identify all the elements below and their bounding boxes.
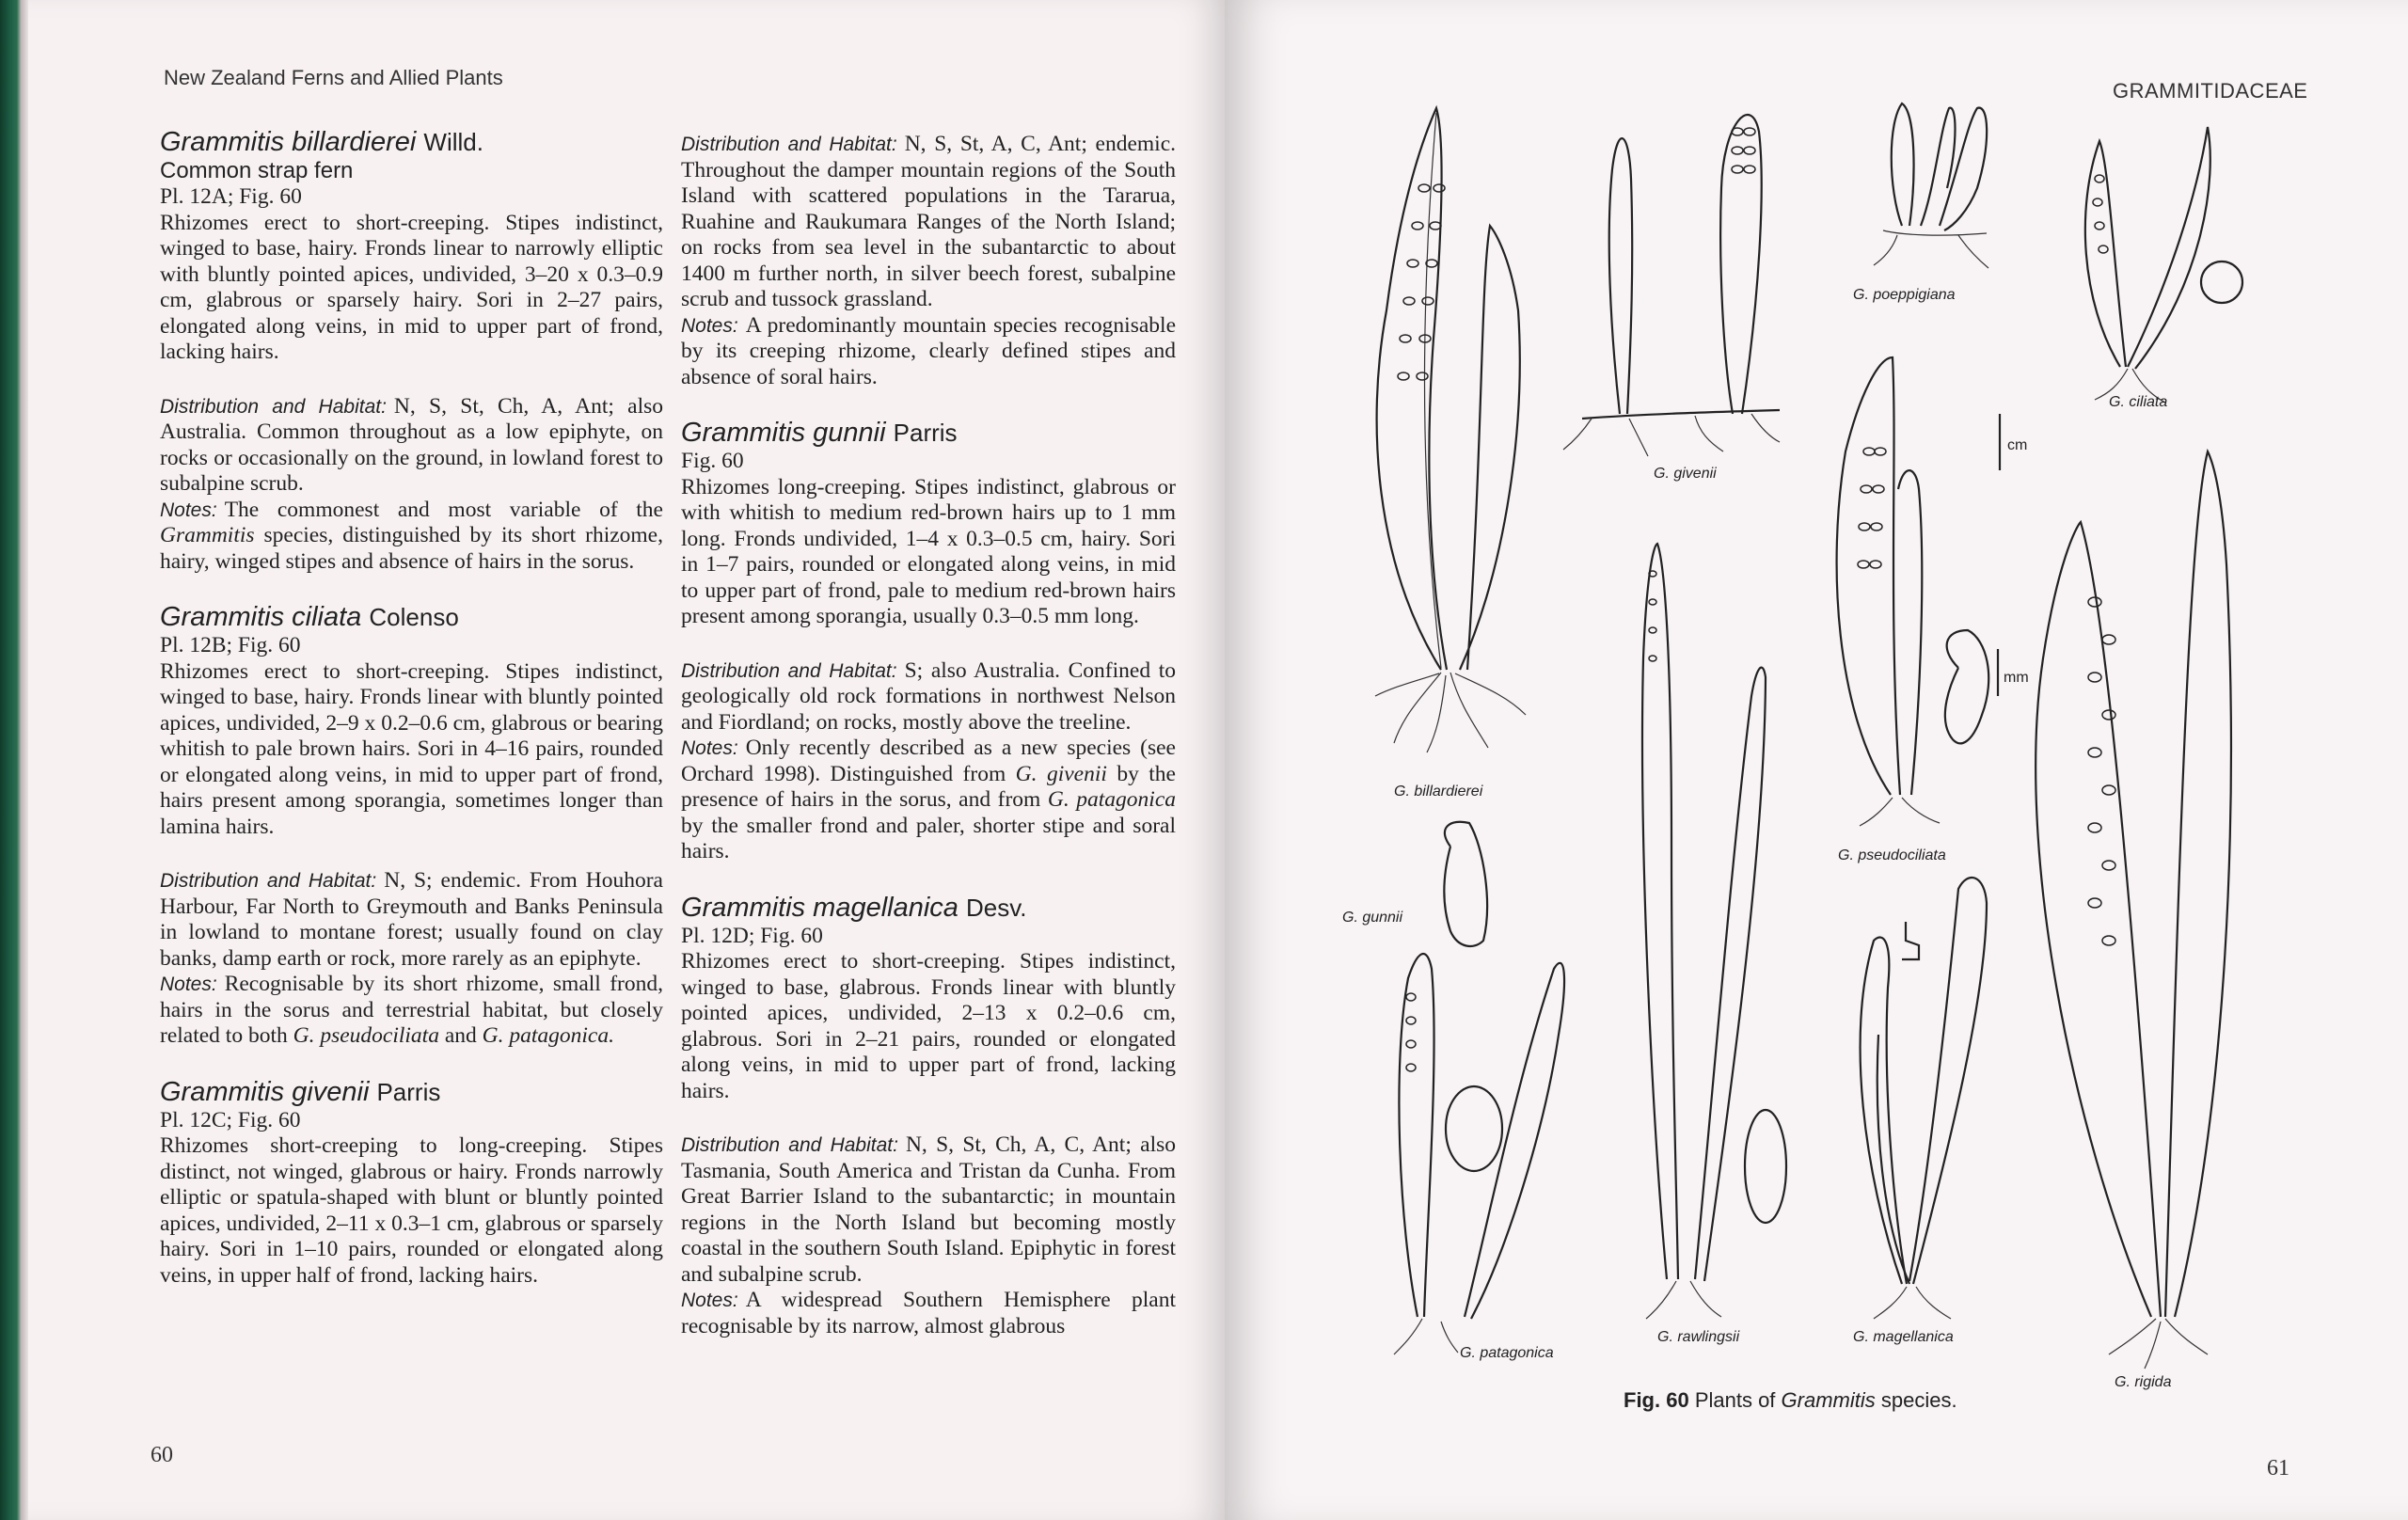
distribution-label: Distribution and Habitat: (160, 395, 387, 418)
label-ciliata: G. ciliata (2109, 394, 2168, 410)
notes-text: A predominantly mountain species recognisable by its creeping rhizome, clearly defined stipes and absence of soral hairs. (681, 312, 1176, 389)
caption-text: Plants of (1694, 1388, 1776, 1412)
distribution-label: Distribution and Habitat: (681, 1134, 898, 1156)
notes-label: Notes: (681, 1290, 738, 1311)
book-edge (0, 0, 28, 1520)
notes-italic: Grammitis (160, 523, 255, 547)
notes (681, 313, 1176, 391)
running-head-left: New Zealand Ferns and Allied Plants (164, 66, 503, 89)
species-title-billardierei (160, 126, 663, 158)
caption-text: species. (1880, 1388, 1957, 1412)
references: Pl. 12B; Fig. 60 (160, 633, 301, 657)
label-magellanica: G. magellanica (1853, 1329, 1954, 1345)
genus: Grammitis (681, 418, 806, 448)
label-poeppigiana: G. poeppigiana (1853, 287, 1956, 303)
distribution-label: Distribution and Habitat: (681, 134, 897, 155)
notes-italic: G. pseudociliata (293, 1023, 439, 1048)
distribution (681, 658, 1176, 736)
genus: Grammitis (681, 892, 806, 923)
notes-text: by the smaller frond and paler, shorter stipe and soral hairs. (681, 813, 1176, 863)
distribution-text: S; also Australia. Confined to geologically old rock formations in northwest Nelson and Fiordland; on rocks, mostly above the treeline. (681, 657, 1176, 735)
species-title-givenii (160, 1076, 663, 1108)
species-title-magellanica (681, 892, 1176, 924)
distribution-label: Distribution and Habitat: (160, 870, 377, 892)
notes (160, 498, 663, 576)
notes-italic: G. patagonica. (482, 1023, 614, 1048)
distribution (681, 132, 1176, 313)
page-number-right: 61 (2267, 1456, 2289, 1480)
label-gunnii: G. gunnii (1342, 910, 1403, 926)
epithet: billardierei (292, 127, 417, 157)
references: Fig. 60 (681, 449, 744, 473)
caption-fig-number: Fig. 60 (1624, 1388, 1689, 1412)
notes-label: Notes: (681, 314, 738, 337)
label-pseudociliata: G. pseudociliata (1838, 847, 1946, 863)
plant-poeppigiana (1874, 103, 1988, 268)
label-givenii: G. givenii (1654, 466, 1717, 482)
notes-text: Only recently described as a new species (see Orchard 1998). Distinguished from (681, 736, 1176, 786)
epithet: ciliata (292, 602, 362, 632)
label-billardierei: G. billardierei (1394, 784, 1483, 800)
plant-rawlingsii (1642, 544, 1786, 1319)
caption-italic: Grammitis (1781, 1388, 1876, 1412)
scale-mm: mm (2004, 670, 2029, 686)
distribution-text: N, S; endemic. From Houhora Harbour, Far North to Greymouth and Banks Peninsula in lowland to montane forest; usually found on clay banks, damp earth or rock, more rarely as an epiphyte. (160, 868, 663, 971)
notes-text: A widespread Southern Hemisphere plant recognisable by its narrow, almost glabrous (681, 1288, 1176, 1338)
notes-label: Notes: (681, 737, 738, 759)
genus: Grammitis (160, 1076, 285, 1107)
references: Pl. 12C; Fig. 60 (160, 1107, 301, 1132)
description: Rhizomes erect to short-creeping. Stipes indistinct, winged to base, hairy. Fronds linear to narrowly elliptic with bluntly pointed apices, undivided, 3–20 x 0.3–0.9 cm, glabrous or sparsely hairy. Sori in 2–27 pairs, elongated along veins, in mid to upper part of frond, lacking hairs. (160, 210, 663, 364)
notes-text: by the presence of hairs in the sorus, and from (681, 761, 1176, 812)
description: Rhizomes short-creeping to long-creeping. Stipes distinct, not winged, glabrous or hairy. Fronds narrowly elliptic or spatula-shaped with blunt or bluntly pointed apices, undivided, 2–11 x 0.3–1 cm, glabrous or sparsely hairy. Sori in 1–10 pairs, rounded or elongated along veins, in upper half of frond, lacking hairs. (160, 1133, 663, 1288)
notes-text: The commonest and most variable of the (224, 497, 663, 522)
plant-rigida (2036, 451, 2231, 1369)
distribution-label: Distribution and Habitat: (681, 659, 897, 682)
notes-label: Notes: (160, 499, 217, 521)
distribution (160, 868, 663, 972)
genus: Grammitis (160, 602, 285, 632)
distribution-text: N, S, St, A, C, Ant; endemic. Throughout the damper mountain regions of the South Island with scattered populations in the Tararua, Ruahine and Raukumara Ranges of the North Island; on rocks from sea level in the subantarctic to about 1400 m further north, in silver beech forest, subalpine scrub and tussock grassland. (681, 132, 1176, 311)
column-1 (160, 120, 663, 1289)
distribution (681, 1132, 1176, 1288)
right-page (1225, 0, 2408, 1520)
notes-label: Notes: (160, 974, 217, 995)
common-name: Common strap fern (160, 158, 354, 183)
notes-italic: G. givenii (1015, 761, 1107, 786)
plant-gunnii (1444, 822, 1487, 946)
notes-text: species, distinguished by its short rhizome, hairy, winged stipes and absence of hairs in the sorus. (160, 523, 663, 574)
species-title-ciliata (160, 601, 663, 633)
genus: Grammitis (160, 127, 285, 157)
page-number-left: 60 (150, 1443, 173, 1467)
running-head-right: GRAMMITIDACEAE (2113, 79, 2308, 103)
author: Colenso (369, 603, 459, 631)
author: Desv. (966, 893, 1027, 922)
notes (160, 972, 663, 1050)
fern-illustration (1225, 0, 2408, 1520)
plant-pseudociliata (1837, 357, 1989, 826)
label-patagonica: G. patagonica (1460, 1345, 1554, 1361)
scale-cm: cm (2007, 437, 2028, 453)
distribution-text: N, S, St, Ch, A, C, Ant; also Tasmania, South America and Tristan da Cunha. From Great Barrier Island to the subantarctic; in mountain regions in the North Island but becoming mostly coastal in the southern South Island. Epiphytic in forest and subalpine scrub. (681, 1132, 1176, 1287)
label-rigida: G. rigida (2115, 1374, 2172, 1390)
author: Parris (893, 419, 958, 447)
plant-ciliata (2085, 127, 2242, 403)
plant-givenii (1563, 115, 1780, 456)
references: Pl. 12D; Fig. 60 (681, 923, 823, 948)
description: Rhizomes long-creeping. Stipes indistinct, glabrous or with whitish to medium red-brown hairs up to 1 mm long. Fronds undivided, 1–4 x 0.3–0.5 cm, hairy. Sori in 1–7 pairs, rounded or elongated along veins, in mid to upper part of frond, pale to medium red-brown hairs present among sporangia, usually 0.3–0.5 mm long. (681, 474, 1176, 628)
column-2 (681, 132, 1176, 1339)
description: Rhizomes erect to short-creeping. Stipes indistinct, winged to base, glabrous. Fronds linear with bluntly pointed apices, undivided, 2–13 x 0.2–0.6 cm, glabrous. Sori in 2–21 pairs, rounded or elongated along veins, in mid to upper part of frond, lacking hairs. (681, 949, 1176, 1103)
epithet: magellanica (813, 892, 958, 923)
plant-patagonica (1394, 954, 1564, 1354)
notes-text: Recognisable by its short rhizome, small frond, hairs in the sorus and terrestrial habitat, but closely related to both (160, 972, 663, 1048)
figure-caption (1624, 1388, 1957, 1413)
species-title-gunnii (681, 417, 1176, 449)
description: Rhizomes erect to short-creeping. Stipes indistinct, winged to base, hairy. Fronds linear with bluntly pointed apices, undivided, 2–9 x 0.2–0.6 cm, glabrous or bearing whitish to pale brown hairs. Sori in 4–16 pairs, rounded or elongated along veins, in mid to upper part of frond, hairs present among sporangia, sometimes longer than lamina hairs. (160, 658, 663, 839)
notes-italic: G. patagonica (1047, 787, 1176, 812)
notes-text: and (444, 1023, 477, 1048)
left-page (28, 0, 1225, 1520)
references: Pl. 12A; Fig. 60 (160, 184, 302, 209)
epithet: gunnii (813, 418, 886, 448)
label-rawlingsii: G. rawlingsii (1657, 1329, 1740, 1345)
plant-magellanica (1861, 878, 1987, 1319)
distribution (160, 394, 663, 498)
notes (681, 736, 1176, 865)
distribution-text: N, S, St, Ch, A, Ant; also Australia. Common throughout as a low epiphyte, on rocks or occasionally on the ground, in lowland forest to subalpine scrub. (160, 393, 664, 496)
author: Willd. (423, 128, 483, 156)
notes (681, 1288, 1176, 1339)
epithet: givenii (292, 1076, 370, 1107)
author: Parris (376, 1077, 441, 1106)
plant-billardierei (1375, 108, 1526, 752)
